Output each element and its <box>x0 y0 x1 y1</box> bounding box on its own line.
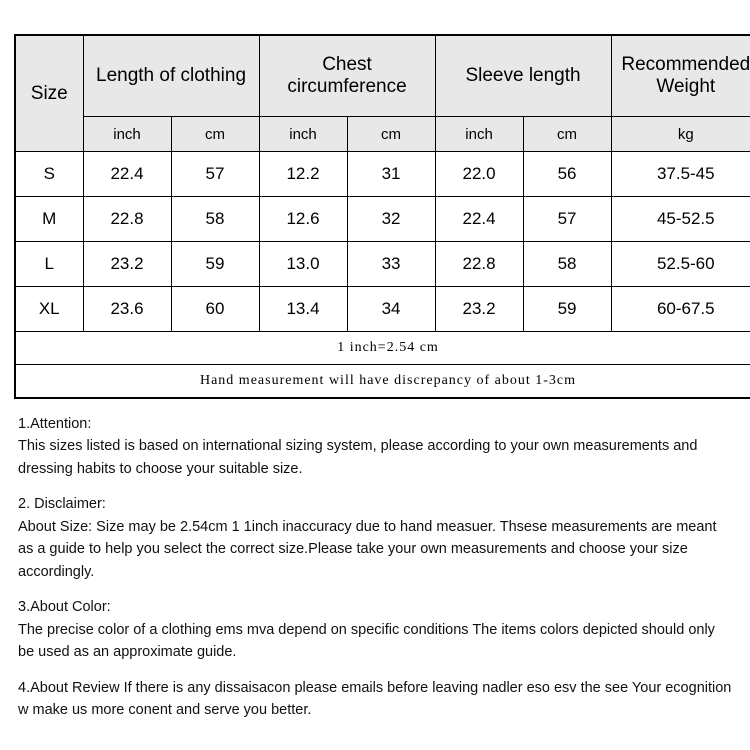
cell-chest-inch: 12.2 <box>259 152 347 197</box>
cell-sleeve-cm: 57 <box>523 197 611 242</box>
table-row <box>15 152 750 197</box>
cell-chest-cm: 34 <box>347 287 435 332</box>
cell-sleeve-inch: 22.8 <box>435 242 523 287</box>
cell-length-cm: 58 <box>171 197 259 242</box>
color-heading: 3.About Color: <box>18 599 111 616</box>
table-footnote-row <box>15 332 750 365</box>
cell-weight: 37.5-45 <box>611 152 750 197</box>
table-row <box>15 287 750 332</box>
cell-weight: 45-52.5 <box>611 197 750 242</box>
cell-size: S <box>15 152 83 197</box>
cell-chest-cm: 32 <box>347 197 435 242</box>
table-row <box>15 197 750 242</box>
header-chest-inch: inch <box>259 117 347 152</box>
footnote-inch-conversion: 1 inch=2.54 cm <box>15 332 750 365</box>
header-length-of-clothing: Length of clothing <box>83 35 259 117</box>
cell-length-cm: 57 <box>171 152 259 197</box>
header-sleeve-cm: cm <box>523 117 611 152</box>
header-chest-circumference: Chest circumference <box>259 35 435 117</box>
header-sleeve-length: Sleeve length <box>435 35 611 117</box>
footnote-hand-measurement: Hand measurement will have discrepancy of about 1-3cm <box>15 365 750 399</box>
cell-chest-inch: 13.4 <box>259 287 347 332</box>
header-length-cm: cm <box>171 117 259 152</box>
table-header-group-row <box>15 35 750 117</box>
cell-chest-cm: 31 <box>347 152 435 197</box>
cell-sleeve-cm: 58 <box>523 242 611 287</box>
cell-sleeve-inch: 22.4 <box>435 197 523 242</box>
table-header-units-row <box>15 117 750 152</box>
disclaimer-body: About Size: Size may be 2.54cm 1 1inch inaccuracy due to hand measuer. Thsese measurements are meant as a guide to help you select the correct size.Please take your own measurements and choose your size accordingly. <box>18 518 717 580</box>
cell-size: L <box>15 242 83 287</box>
cell-length-cm: 60 <box>171 287 259 332</box>
color-body: The precise color of a clothing ems mva depend on specific conditions The items colors depicted should only be used as an approximate guide. <box>18 621 715 661</box>
attention-body: This sizes listed is based on international sizing system, please according to your own measurements and dressing habits to choose your suitable size. <box>18 438 698 477</box>
cell-sleeve-inch: 22.0 <box>435 152 523 197</box>
header-length-inch: inch <box>83 117 171 152</box>
size-chart-table <box>14 34 750 399</box>
header-weight-kg: kg <box>611 117 750 152</box>
header-recommended-weight: Recommended Weight <box>611 35 750 117</box>
cell-length-inch: 23.2 <box>83 242 171 287</box>
cell-weight: 52.5-60 <box>611 242 750 287</box>
cell-length-cm: 59 <box>171 242 259 287</box>
review-body: 4.About Review If there is any dissaisacon please emails before leaving nadler eso esv the see Your ecognition w make us more conent and serve you better. <box>18 679 732 719</box>
cell-sleeve-inch: 23.2 <box>435 287 523 332</box>
cell-size: M <box>15 197 83 242</box>
cell-size: XL <box>15 287 83 332</box>
table-row <box>15 242 750 287</box>
header-chest-cm: cm <box>347 117 435 152</box>
header-size: Size <box>15 35 83 152</box>
header-sleeve-inch: inch <box>435 117 523 152</box>
cell-weight: 60-67.5 <box>611 287 750 332</box>
cell-length-inch: 22.8 <box>83 197 171 242</box>
notes-section <box>14 413 736 722</box>
cell-sleeve-cm: 56 <box>523 152 611 197</box>
attention-heading: 1.Attention: <box>18 416 92 432</box>
cell-length-inch: 22.4 <box>83 152 171 197</box>
table-footnote-row <box>15 365 750 399</box>
cell-length-inch: 23.6 <box>83 287 171 332</box>
disclaimer-heading: 2. Disclaimer: <box>18 496 106 513</box>
cell-chest-inch: 12.6 <box>259 197 347 242</box>
cell-chest-inch: 13.0 <box>259 242 347 287</box>
cell-sleeve-cm: 59 <box>523 287 611 332</box>
cell-chest-cm: 33 <box>347 242 435 287</box>
